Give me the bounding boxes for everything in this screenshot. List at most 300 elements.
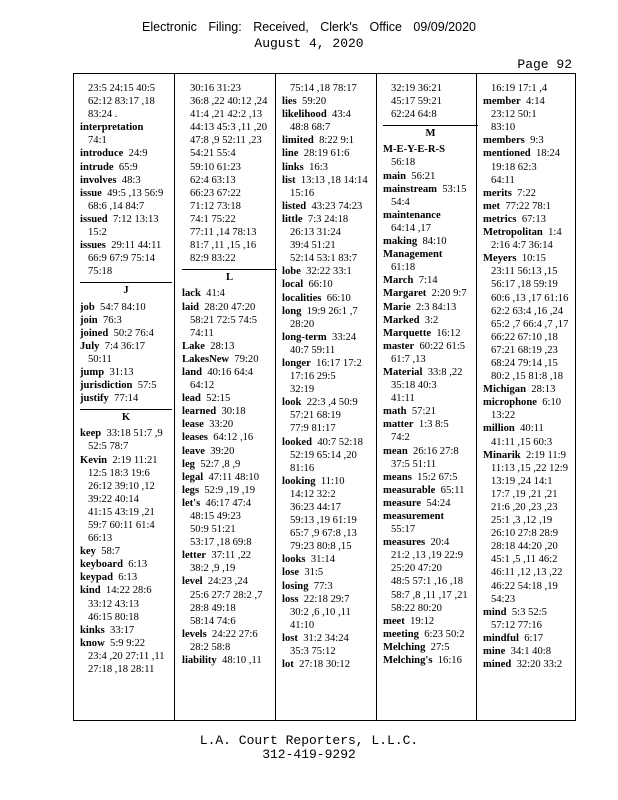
page-line-refs-continued: 26:13 31:24	[290, 227, 341, 239]
page-line-refs-continued: 52:19 65:14 ,20	[290, 449, 357, 461]
page-line-refs-continued: 74:11	[190, 327, 214, 339]
index-term: long	[282, 305, 302, 317]
page-line-refs: 47:11 48:10	[208, 471, 260, 483]
page-line-refs-continued: 37:5 51:11	[391, 458, 437, 470]
page-line-refs-continued: 45:1 ,5 ,11 46:2	[491, 554, 558, 566]
page-line-refs: 2:20 9:7	[431, 288, 467, 300]
page-line-refs-continued: 39:4 51:21	[290, 240, 336, 252]
letter-section-heading: K	[80, 409, 172, 424]
page-line-refs-continued: 66:23 67:22	[190, 187, 241, 199]
index-entry	[282, 174, 377, 187]
page-line-refs-continued: 57:21 68:19	[290, 410, 341, 422]
index-term: long-term	[282, 331, 327, 343]
page-line-refs-continued: 21:6 ,20 ,23 ,23	[491, 502, 558, 513]
index-term: LakesNew	[182, 353, 230, 365]
page-line-refs-continued: 68:6 ,14 84:7	[88, 200, 145, 212]
index-term: key	[80, 546, 96, 558]
index-term: means	[383, 471, 412, 483]
index-entry	[483, 252, 575, 265]
index-entry	[182, 405, 277, 418]
page-line-refs-continued: 35:3 75:12	[290, 646, 336, 658]
page-line-refs-continued: 82:9 83:22	[190, 253, 236, 265]
page-line-refs-continued: 28:8 49:18	[190, 602, 236, 614]
index-column-5	[483, 82, 575, 671]
index-term: leg	[182, 458, 195, 470]
index-term: issues	[80, 240, 106, 252]
index-term: maintenance	[383, 209, 441, 221]
page-line-refs: 37:11 ,22	[211, 550, 252, 562]
index-term: measurable	[383, 484, 436, 496]
index-entry	[282, 305, 377, 318]
index-term: legal	[182, 471, 204, 483]
page-line-refs: 28:19 61:6	[303, 148, 350, 160]
index-term: meet	[383, 615, 405, 627]
index-entry	[282, 475, 377, 488]
index-term: list	[282, 174, 296, 186]
index-term: jump	[80, 366, 105, 378]
index-entry	[383, 418, 478, 431]
index-term: looked	[282, 436, 313, 448]
page-line-refs-continued: 21:2 ,13 ,19 22:9	[391, 550, 464, 562]
page-line-refs-continued: 30:16 31:23	[190, 83, 241, 94]
index-entry	[383, 287, 478, 300]
page-line-refs: 46:17 47:4	[205, 497, 252, 509]
page-line-refs-continued: 83:24 .	[88, 109, 118, 121]
page-line-refs: 77:3	[313, 580, 333, 592]
page-line-refs: 10:15	[521, 253, 546, 265]
page-line-refs: 59:20	[302, 96, 327, 108]
index-term: lot	[282, 659, 294, 671]
index-term: leave	[182, 445, 205, 457]
index-entry	[282, 265, 377, 278]
page-line-refs: 77:14	[114, 393, 139, 405]
page-line-refs-continued: 23:5 24:15 40:5	[88, 83, 156, 94]
page-line-refs: 40:7 52:18	[317, 436, 363, 448]
page-line-refs-continued: 56:17 ,18 59:19	[491, 279, 558, 291]
index-entry	[282, 200, 377, 213]
page-line-refs: 32:22 33:1	[306, 266, 352, 278]
index-entry	[80, 571, 172, 584]
index-term: limited	[282, 135, 314, 147]
index-term: mine	[483, 646, 506, 658]
page-line-refs-continued: 65:7 ,9 67:8 ,13	[290, 528, 357, 540]
index-column-2	[182, 82, 277, 667]
index-term: lost	[282, 632, 298, 644]
index-term: intrude	[80, 161, 114, 173]
page-line-refs: 24:22 27:6	[212, 628, 258, 640]
index-entry	[383, 405, 478, 418]
page-line-refs-continued: 47:8 ,9 52:11 ,23	[190, 135, 262, 147]
page-line-refs: 28:13	[531, 384, 556, 396]
page-line-refs-continued: 36:23 44:17	[290, 502, 341, 513]
page-line-refs-continued: 32:19 36:21	[391, 83, 442, 94]
reporter-phone: 312-419-9292	[262, 747, 356, 762]
page-line-refs: 66:10	[326, 292, 351, 304]
page-line-refs-continued: 66:9 67:9 75:14	[88, 253, 156, 265]
page-line-refs: 27:5	[430, 641, 450, 653]
index-entry	[383, 536, 478, 549]
index-entry	[383, 183, 478, 196]
page-line-refs: 6:13	[118, 572, 138, 584]
index-term: introduce	[80, 148, 124, 160]
index-entry	[383, 615, 478, 628]
page-line-refs: 66:10	[308, 279, 333, 291]
index-entry	[182, 654, 277, 667]
index-entry	[483, 606, 575, 619]
index-entry	[282, 108, 377, 121]
index-term: joined	[80, 327, 109, 339]
page-line-refs-continued: 77:11 ,14 78:13	[190, 227, 257, 239]
index-entry	[483, 147, 575, 160]
column-divider	[174, 74, 175, 720]
index-term: members	[483, 135, 525, 147]
index-term: longer	[282, 357, 311, 369]
index-entry	[282, 134, 377, 147]
index-term: million	[483, 423, 515, 435]
page-line-refs: 64:12 ,16	[213, 432, 254, 444]
index-column-3	[282, 82, 377, 671]
index-term: main	[383, 170, 406, 182]
page-line-refs: 3:2	[424, 314, 439, 326]
page-line-refs: 4:14	[525, 96, 545, 108]
page-line-refs: 7:12 13:13	[112, 213, 159, 225]
index-term: job	[80, 301, 95, 313]
page-line-refs-continued: 58:14 74:6	[190, 615, 236, 627]
page-line-refs-continued: 54:4	[391, 196, 410, 208]
page-line-refs: 16:16	[437, 655, 462, 667]
page-line-refs-continued: 44:13 45:3 ,11 ,20	[190, 122, 268, 134]
index-term: let's	[182, 497, 201, 509]
page-line-refs-continued: 17:7 ,19 ,21 ,21	[491, 488, 558, 500]
index-entry	[282, 213, 377, 226]
index-entry	[383, 484, 478, 497]
letter-section-heading: L	[182, 269, 277, 284]
page-line-refs: 58:7	[101, 546, 121, 558]
index-term: Melching's	[383, 655, 433, 667]
index-term: Lake	[182, 340, 205, 352]
page-line-refs-continued: 23:11 56:13 ,15	[491, 266, 558, 278]
index-term: merits	[483, 187, 512, 199]
index-term: Melching	[383, 641, 426, 653]
page-line-refs-continued: 13:22	[491, 410, 516, 422]
page-line-refs: 65:9	[118, 161, 138, 173]
page-line-refs-continued: 41:15 43:19 ,21	[88, 506, 155, 518]
letter-section-heading: J	[80, 282, 172, 297]
page-line-refs: 6:10	[542, 397, 562, 409]
index-term: looking	[282, 475, 316, 487]
index-entry	[483, 396, 575, 409]
index-term: jurisdiction	[80, 380, 133, 392]
index-entry	[80, 545, 172, 558]
index-term: justify	[80, 393, 109, 405]
page-line-refs-continued: 53:17 ,18 69:8	[190, 537, 252, 549]
index-term: Kevin	[80, 454, 108, 466]
index-term: losing	[282, 580, 309, 592]
index-term: mentioned	[483, 148, 531, 160]
index-entry	[80, 584, 172, 597]
index-entry	[182, 628, 277, 641]
page-line-refs-continued: 66:22 67:10 ,18	[491, 331, 558, 343]
index-entry	[80, 301, 172, 314]
index-entry	[80, 213, 172, 226]
page-line-refs-continued: 46:22 54:18 ,19	[491, 580, 558, 592]
index-entry	[282, 566, 377, 579]
index-entry	[282, 553, 377, 566]
index-entry	[383, 445, 478, 458]
page-line-refs-continued: 64:14 ,17	[391, 222, 432, 234]
index-entry	[383, 340, 478, 353]
deposition-date: August 4, 2020	[254, 36, 364, 51]
index-entry	[483, 422, 575, 435]
index-entry	[182, 445, 277, 458]
index-entry	[383, 248, 478, 261]
index-term: land	[182, 366, 203, 378]
page-line-refs-continued: 52:5 78:7	[88, 441, 129, 453]
page-line-refs-continued: 59:13 ,19 61:19	[290, 515, 357, 527]
index-term: math	[383, 406, 407, 418]
index-entry	[483, 632, 575, 645]
page-line-refs-continued: 67:21 68:19 ,23	[491, 344, 558, 356]
index-entry	[282, 658, 377, 671]
index-term: Minarik	[483, 449, 521, 461]
index-term: issued	[80, 213, 108, 225]
page-line-refs: 60:22 61:5	[419, 340, 466, 352]
page-line-refs-continued: 50:9 51:21	[190, 524, 236, 536]
index-entry	[483, 658, 575, 671]
page-line-refs-continued: 28:2 58:8	[190, 641, 231, 653]
index-entry	[282, 278, 377, 291]
index-entry	[80, 121, 172, 134]
index-entry	[282, 292, 377, 305]
index-term: meeting	[383, 628, 419, 640]
index-entry	[383, 366, 478, 379]
page-line-refs: 5:3 52:5	[511, 606, 547, 618]
index-term: join	[80, 314, 98, 326]
page-line-refs: 7:3 24:18	[307, 213, 349, 225]
index-term: letter	[182, 550, 207, 562]
page-line-refs-continued: 74:1	[88, 135, 107, 147]
page-line-refs: 19:12	[410, 615, 435, 627]
index-term: member	[483, 96, 521, 108]
page-line-refs-continued: 46:15 80:18	[88, 611, 139, 623]
index-entry	[483, 95, 575, 108]
page-line-refs-continued: 54:23	[491, 593, 516, 605]
page-line-refs-continued: 48:8 68:7	[290, 122, 331, 134]
page-line-refs-continued: 2:16 4:7 36:14	[491, 240, 553, 252]
column-divider	[376, 74, 377, 720]
page-line-refs: 65:11	[440, 484, 465, 496]
index-term: mainstream	[383, 183, 437, 195]
page-line-refs-continued: 41:4 ,21 42:2 ,13	[190, 109, 263, 121]
index-term: metrics	[483, 213, 517, 225]
page-line-refs-continued: 15:16	[290, 187, 315, 199]
index-term: liability	[182, 655, 217, 667]
page-line-refs: 48:10 ,11	[222, 655, 262, 667]
index-entry	[182, 353, 277, 366]
index-term: master	[383, 340, 415, 352]
page-line-refs-continued: 50:11	[88, 353, 112, 365]
page-line-refs-continued: 64:12	[190, 380, 215, 392]
page-line-refs: 43:23 74:23	[311, 200, 363, 212]
index-entry	[383, 654, 478, 667]
index-term: links	[282, 161, 304, 173]
page-line-refs: 7:22	[517, 187, 536, 199]
page-number: Page 92	[517, 57, 572, 72]
index-entry	[80, 427, 172, 440]
page-line-refs: 43:4	[332, 109, 351, 121]
page-line-refs-continued: 62:2 63:4 ,16 ,24	[491, 305, 564, 317]
index-term: July	[80, 340, 100, 352]
index-entry	[80, 624, 172, 637]
index-entry	[80, 340, 172, 353]
index-entry	[383, 314, 478, 327]
page-line-refs-continued: 79:23 80:8 ,15	[290, 541, 352, 553]
index-entry	[383, 497, 478, 510]
index-term: Margaret	[383, 288, 427, 300]
index-entry	[182, 287, 277, 300]
page-line-refs-continued: 83:10	[491, 122, 516, 134]
index-entry	[80, 558, 172, 571]
page-line-refs-continued: 38:2 ,9 ,19	[190, 563, 236, 575]
index-entry	[80, 379, 172, 392]
page-line-refs: 79:20	[234, 353, 259, 365]
page-line-refs-continued: 41:10	[290, 619, 315, 631]
index-term: Marie	[383, 301, 411, 313]
index-entry	[483, 383, 575, 396]
page-line-refs: 20:4	[430, 537, 450, 549]
page-line-refs: 54:7 84:10	[100, 301, 146, 313]
page-line-refs: 11:10	[320, 475, 345, 487]
index-entry	[80, 392, 172, 405]
page-line-refs-continued: 46:11 ,12 ,13 ,22	[491, 567, 563, 579]
index-entry	[182, 484, 277, 497]
page-line-refs: 76:3	[102, 314, 122, 326]
page-line-refs: 13:13 ,18 14:14	[300, 174, 368, 186]
letter-section-heading: M	[383, 125, 478, 140]
page-line-refs: 32:20 33:2	[516, 659, 563, 671]
index-column-1	[80, 82, 172, 676]
page-line-refs: 27:18 30:12	[299, 659, 350, 671]
page-line-refs-continued: 59:7 60:11 61:4	[88, 520, 155, 531]
page-line-refs-continued: 15:2	[88, 227, 107, 239]
index-entry	[182, 366, 277, 379]
index-term: laid	[182, 301, 200, 313]
index-entry	[282, 147, 377, 160]
page-line-refs-continued: 17:16 29:5	[290, 371, 336, 383]
index-term: Metropolitan	[483, 227, 543, 239]
page-line-refs-continued: 60:6 ,13 ,17 61:16	[491, 292, 569, 304]
index-entry	[182, 575, 277, 588]
page-line-refs: 31:13	[109, 366, 134, 378]
index-entry	[80, 327, 172, 340]
index-entry	[80, 454, 172, 467]
index-entry	[182, 301, 277, 314]
page-line-refs-continued: 41:11	[391, 393, 415, 405]
page-line-refs-continued: 12:5 18:3 19:6	[88, 467, 150, 479]
index-term: involves	[80, 174, 117, 186]
page-line-refs-continued: 61:18	[391, 262, 416, 274]
page-line-refs-continued: 75:14 ,18 78:17	[290, 83, 357, 94]
page-line-refs: 56:21	[411, 170, 436, 182]
index-term: interpretation	[80, 122, 144, 134]
page-line-refs: 30:18	[221, 406, 246, 418]
page-line-refs-continued: 48:15 49:23	[190, 511, 241, 522]
index-entry	[383, 143, 478, 156]
page-line-refs: 84:10	[422, 236, 447, 248]
page-line-refs-continued: 62:12 83:17 ,18	[88, 96, 155, 108]
page-line-refs-continued: 26:10 27:8 28:9	[491, 528, 559, 540]
page-line-refs-continued: 25:6 27:7 28:2 ,7	[190, 589, 263, 601]
page-line-refs: 24:9	[128, 148, 148, 160]
index-entry	[80, 366, 172, 379]
page-line-refs-continued: 16:19 17:1 ,4	[491, 83, 548, 94]
page-line-refs: 40:11	[520, 423, 544, 435]
page-line-refs: 31:2 34:24	[303, 632, 349, 644]
page-line-refs: 67:13	[521, 213, 546, 225]
index-entry	[182, 471, 277, 484]
index-term: leases	[182, 432, 208, 444]
page-line-refs: 6:13	[128, 559, 148, 571]
page-line-refs: 18:24	[535, 148, 561, 160]
index-entry	[80, 174, 172, 187]
page-line-refs: 22:3 ,4 50:9	[306, 397, 358, 409]
page-line-refs-continued: 11:13 ,15 ,22 12:9	[491, 462, 569, 474]
index-term: Management	[383, 249, 443, 261]
index-entry	[80, 637, 172, 650]
index-term: mean	[383, 445, 408, 457]
index-entry	[80, 239, 172, 252]
index-entry	[182, 497, 277, 510]
page-line-refs: 6:17	[524, 632, 544, 644]
index-entry	[282, 357, 377, 370]
page-line-refs-continued: 56:18	[391, 157, 416, 169]
page-line-refs: 34:1 40:8	[510, 646, 551, 658]
column-divider	[476, 74, 477, 720]
page-line-refs-continued: 58:21 72:5 74:5	[190, 314, 258, 326]
index-entry	[282, 593, 377, 606]
page-line-refs-continued: 80:2 ,15 81:8 ,18	[491, 371, 564, 383]
index-entry	[182, 549, 277, 562]
page-line-refs-continued: 65:2 ,7 66:4 ,7 ,17	[491, 318, 569, 330]
index-term: kinks	[80, 624, 105, 636]
index-term: keyboard	[80, 559, 123, 571]
page-line-refs-continued: 13:19 ,24 14:1	[491, 475, 553, 487]
page-line-refs-continued: 81:7 ,11 ,15 ,16	[190, 240, 257, 252]
page-line-refs: 2:19 11:9	[525, 449, 566, 461]
page-line-refs: 48:3	[121, 174, 141, 186]
page-line-refs-continued: 71:12 73:18	[190, 200, 241, 212]
index-entry	[383, 471, 478, 484]
page-line-refs-continued: 39:22 40:14	[88, 493, 139, 505]
page-line-refs: 33:18 51:7 ,9	[106, 428, 163, 440]
page-line-refs-continued: 28:18 44:20 ,20	[491, 541, 558, 553]
page-line-refs: 24:23 ,24	[207, 576, 248, 588]
page-line-refs: 7:4 36:17	[104, 340, 146, 352]
index-term: loss	[282, 593, 299, 605]
page-line-refs: 5:9 9:22	[110, 637, 146, 649]
index-entry	[383, 235, 478, 248]
index-entry	[383, 510, 478, 523]
index-term: local	[282, 279, 304, 291]
page-line-refs-continued: 41:11 ,15 60:3	[491, 436, 553, 448]
page-line-refs: 54:24	[426, 497, 451, 509]
index-term: mindful	[483, 632, 519, 644]
index-term: Marquette	[383, 327, 432, 339]
index-entry	[383, 170, 478, 183]
page-line-refs: 16:17 17:2	[316, 357, 362, 369]
page-line-refs: 33:20	[209, 419, 234, 431]
page-line-refs: 9:3	[530, 135, 544, 147]
